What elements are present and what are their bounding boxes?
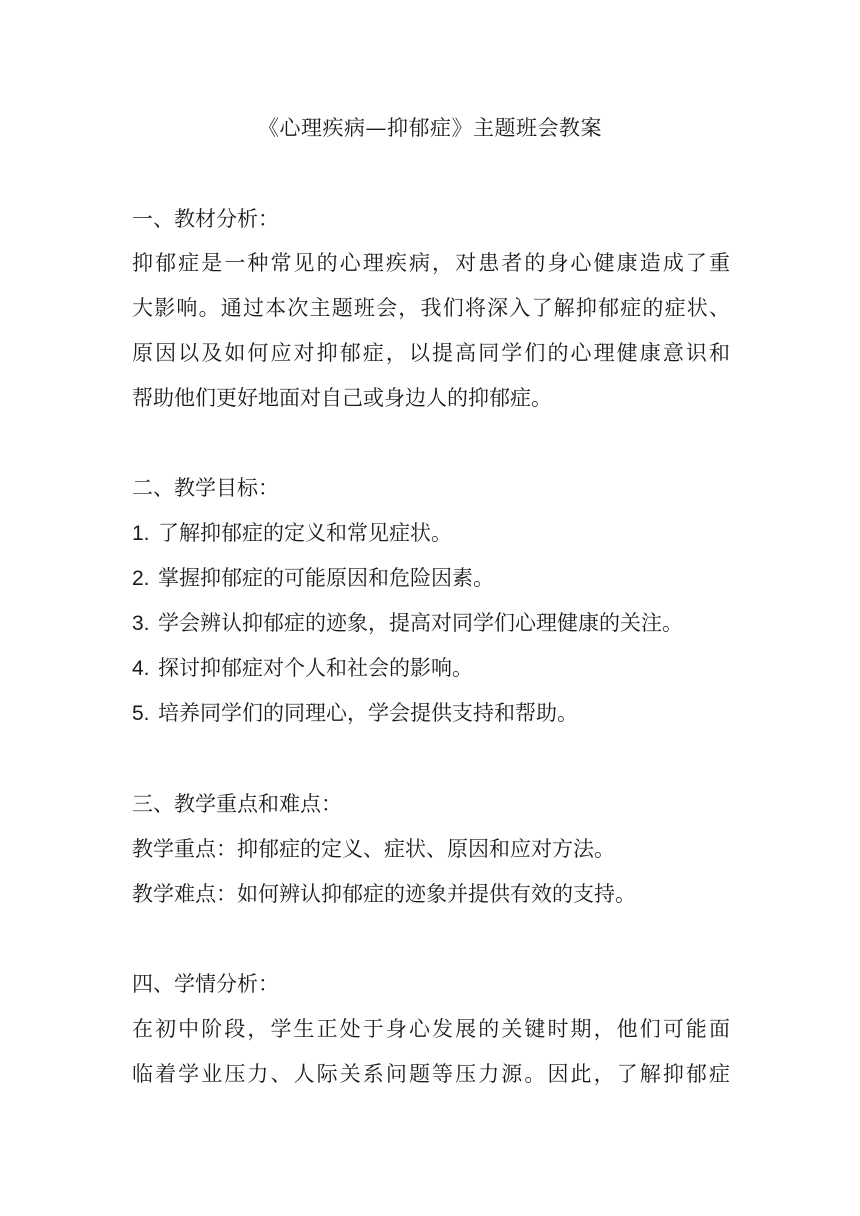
paragraph-line: 大影响。通过本次主题班会，我们将深入了解抑郁症的症状、 xyxy=(132,296,730,320)
list-item-text: 学会辨认抑郁症的迹象，提高对同学们心理健康的关注。 xyxy=(158,611,683,635)
list-item-number: 1. xyxy=(132,522,150,545)
paragraph-line: 教学重点：抑郁症的定义、症状、原因和应对方法。 xyxy=(132,837,615,861)
paragraph-line: 抑郁症是一种常见的心理疾病，对患者的身心健康造成了重 xyxy=(132,251,730,275)
section-heading-teaching-goals: 二、教学目标： xyxy=(132,476,279,500)
list-item-text: 培养同学们的同理心，学会提供支持和帮助。 xyxy=(158,701,578,725)
paragraph-line: 帮助他们更好地面对自己或身边人的抑郁症。 xyxy=(132,386,552,410)
list-item-number: 2. xyxy=(132,567,150,590)
list-item xyxy=(132,652,473,685)
list-item-number: 5. xyxy=(132,702,150,725)
section-heading-textbook-analysis: 一、教材分析： xyxy=(132,207,279,231)
list-item xyxy=(132,697,578,730)
list-item-text: 探讨抑郁症对个人和社会的影响。 xyxy=(158,656,473,680)
list-item-number: 4. xyxy=(132,657,150,680)
list-item-number: 3. xyxy=(132,612,150,635)
paragraph-line: 临着学业压力、人际关系问题等压力源。因此，了解抑郁症 xyxy=(132,1062,730,1086)
list-item xyxy=(132,607,683,640)
list-item-text: 了解抑郁症的定义和常见症状。 xyxy=(158,521,452,545)
section-heading-student-analysis: 四、学情分析： xyxy=(132,972,279,996)
list-item-text: 掌握抑郁症的可能原因和危险因素。 xyxy=(158,566,494,590)
list-item xyxy=(132,517,452,550)
paragraph-line: 原因以及如何应对抑郁症，以提高同学们的心理健康意识和 xyxy=(132,341,730,365)
paragraph-line: 教学难点：如何辨认抑郁症的迹象并提供有效的支持。 xyxy=(132,882,636,906)
section-heading-key-points: 三、教学重点和难点： xyxy=(132,792,342,816)
document-title: 《心理疾病—抑郁症》主题班会教案 xyxy=(258,116,602,140)
paragraph-line: 在初中阶段，学生正处于身心发展的关键时期，他们可能面 xyxy=(132,1017,730,1041)
list-item xyxy=(132,562,494,595)
